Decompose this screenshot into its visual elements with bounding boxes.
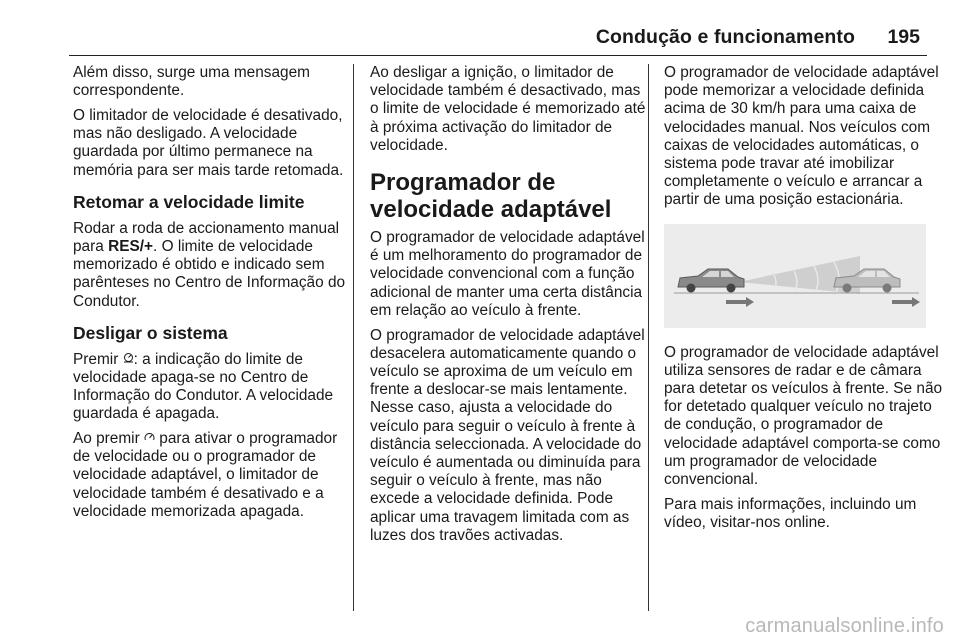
paragraph: O programador de velocidade adaptável é um melhoramento do programador de velocidade convencional com a função adicional de manter uma certa distância em relação ao veículo à frente.	[370, 229, 645, 319]
heading-adaptive-cruise-control: Programador de velocidade adaptável	[370, 169, 612, 224]
cruise-control-icon	[144, 430, 155, 448]
watermark: carmanualsonline.info	[745, 615, 944, 637]
paragraph: O limitador de velocidade é desativado, mas não desligado. A velocidade guardada por último permanece na memória para ser mais tarde retomada.	[73, 106, 344, 179]
paragraph: Premir : a indicação do limite de velocidade apaga-se no Centro de Informação do Condutor. A velocidade guardada é apagada.	[73, 350, 334, 423]
column-3	[664, 64, 946, 539]
paragraph: Ao premir para ativar o programador de velocidade ou o programador de velocidade adaptável, o limitador de velocidade também é desativado e a velocidade memorizada apagada.	[73, 430, 338, 520]
adaptive-cruise-illustration	[664, 224, 926, 328]
column-divider	[353, 64, 354, 611]
paragraph: O programador de velocidade adaptável pode memorizar a velocidade definida acima de 30 km/h para uma caixa de velocidades manual. Nos veículos com caixas de velocidades automáticas, o sistema pode travar até imobilizar completamente o veículo e arrancar a partir de uma posição estacionária.	[664, 64, 939, 209]
res-key-label: RES/+	[108, 237, 154, 255]
speed-limiter-icon	[123, 351, 134, 369]
column-1	[73, 64, 353, 528]
heading-switch-off: Desligar o sistema	[73, 322, 228, 343]
page-header	[0, 26, 960, 58]
paragraph: Rodar a roda de accionamento manual para RES/+. O limite de velocidade memorizado é obtido e indicado sem parênteses no Centro de Informação do Condutor.	[73, 219, 346, 310]
section-title: Condução e funcionamento	[595, 26, 855, 48]
paragraph: Além disso, surge uma mensagem correspondente.	[73, 64, 310, 100]
paragraph: Para mais informações, incluindo um vídeo, visitar-nos online.	[664, 495, 917, 531]
column-divider	[648, 64, 649, 611]
paragraph: Ao desligar a ignição, o limitador de velocidade também é desactivado, mas o limite de velocidade é memorizado até à próxima activação do limitador de velocidade.	[370, 64, 646, 154]
paragraph: O programador de velocidade adaptável utiliza sensores de radar e de câmara para detetar os veículos à frente. Se não for detetado qualquer veículo no trajeto de condução, o programador de velocidade adaptável comporta-se como um programador de velocidade convencional.	[664, 343, 943, 489]
page-number: 195	[887, 26, 920, 48]
paragraph: O programador de velocidade adaptável desacelera automaticamente quando o veículo se aproxima de um veículo em frente a deslocar-se mais lentamente. Nesse caso, ajusta a velocidade do veículo para seguir o veículo à frente à distância seleccionada. A velocidade do veículo é aumentada ou diminuída para seguir o veículo à frente, mas não excede a velocidade definida. Pode aplicar uma travagem limitada com as luzes dos travões activadas.	[370, 326, 645, 544]
heading-resume-speed: Retomar a velocidade limite	[73, 191, 305, 212]
column-2	[370, 64, 650, 551]
header-divider	[69, 55, 927, 56]
